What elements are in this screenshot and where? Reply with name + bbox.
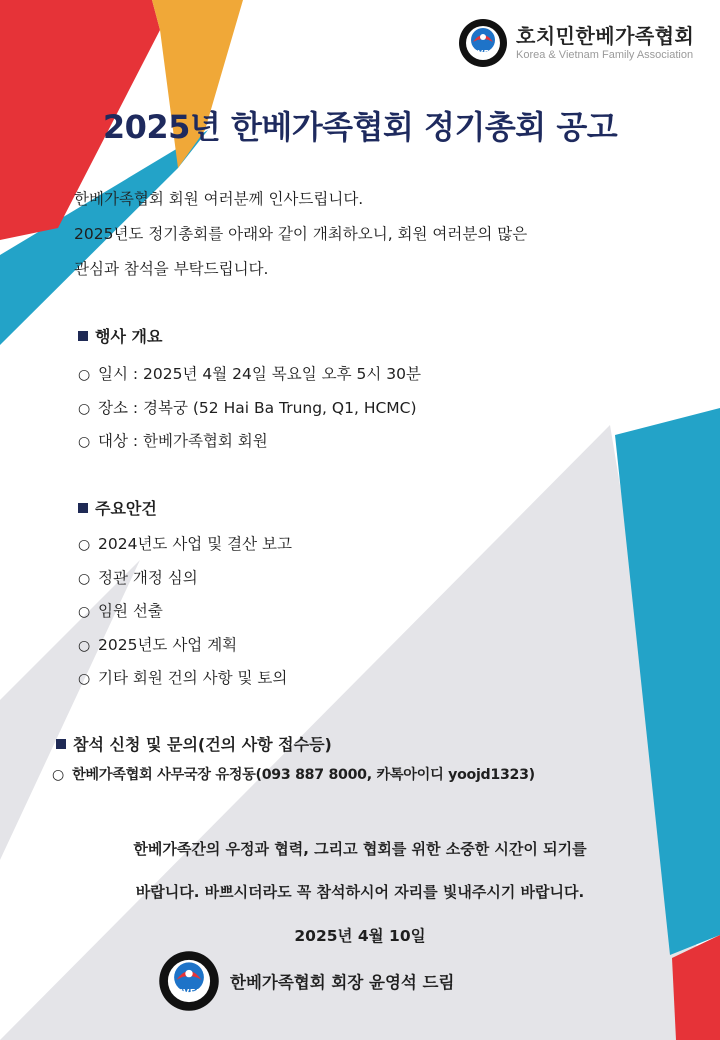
list-item: ○ 임원 선출 bbox=[78, 595, 292, 629]
association-name-english: Korea & Vietnam Family Association bbox=[516, 49, 694, 61]
kvfa-seal-logo bbox=[458, 18, 508, 68]
inquiry-contact: ○ 한베가족협회 사무국장 유정동(093 887 8000, 카톡아이디 yoojd1323) bbox=[52, 767, 535, 783]
list-item: ○ 일시 : 2025년 4월 24일 목요일 오후 5시 30분 bbox=[78, 358, 421, 392]
square-bullet-icon bbox=[78, 503, 88, 513]
list-item: ○ 2024년도 사업 및 결산 보고 bbox=[78, 528, 292, 562]
signature-text: 한베가족협회 회장 윤영석 드림 bbox=[230, 973, 455, 992]
seal-text: KVFA bbox=[471, 49, 495, 57]
agenda-list bbox=[78, 528, 292, 696]
seal-text: KVFA bbox=[176, 988, 202, 997]
circle-bullet-icon: ○ bbox=[78, 434, 91, 450]
kvfa-seal-logo bbox=[158, 950, 220, 1012]
list-item: ○ 정관 개정 심의 bbox=[78, 562, 292, 596]
circle-bullet-icon: ○ bbox=[52, 767, 64, 783]
list-item: ○ 기타 회원 건의 사항 및 토의 bbox=[78, 662, 292, 696]
list-item: ○ 장소 : 경복궁 (52 Hai Ba Trung, Q1, HCMC) bbox=[78, 392, 421, 426]
circle-bullet-icon: ○ bbox=[78, 570, 91, 587]
closing-line: 바랍니다. 바쁘시더라도 꼭 참석하시어 자리를 빛내주시기 바랍니다. bbox=[135, 883, 585, 901]
intro-line: 한베가족협회 회원 여러분께 인사드립니다. bbox=[74, 190, 364, 208]
circle-bullet-icon: ○ bbox=[78, 367, 91, 383]
association-logo-header bbox=[458, 16, 710, 70]
event-overview-list bbox=[78, 358, 421, 459]
list-item: ○ 대상 : 한베가족협회 회원 bbox=[78, 425, 421, 459]
inquiry-heading: 참석 신청 및 문의(건의 사항 접수등) bbox=[56, 734, 332, 756]
announcement-date: 2025년 4월 10일 bbox=[294, 927, 426, 945]
association-name-korean: 호치민한베가족협회 bbox=[516, 24, 695, 48]
circle-bullet-icon: ○ bbox=[78, 671, 91, 687]
agenda-heading: 주요안건 bbox=[78, 498, 157, 520]
signature-block bbox=[158, 946, 454, 1016]
square-bullet-icon bbox=[78, 331, 88, 341]
closing-line: 한베가족간의 우정과 협력, 그리고 협회를 위한 소중한 시간이 되기를 bbox=[133, 840, 587, 858]
square-bullet-icon bbox=[56, 739, 66, 749]
circle-bullet-icon: ○ bbox=[78, 637, 91, 654]
circle-bullet-icon: ○ bbox=[78, 604, 91, 620]
list-item: ○ 2025년도 사업 계획 bbox=[78, 629, 292, 663]
circle-bullet-icon: ○ bbox=[78, 537, 91, 553]
event-overview-heading: 행사 개요 bbox=[78, 326, 162, 348]
page-title: 2025년 한베가족협회 정기총회 공고 bbox=[102, 108, 618, 146]
circle-bullet-icon: ○ bbox=[78, 400, 91, 417]
intro-line: 2025년도 정기총회를 아래와 같이 개최하오니, 회원 여러분의 많은 bbox=[74, 225, 528, 243]
closing-message bbox=[0, 828, 720, 914]
intro-paragraph bbox=[74, 182, 674, 287]
intro-line: 관심과 참석을 부탁드립니다. bbox=[74, 260, 269, 278]
